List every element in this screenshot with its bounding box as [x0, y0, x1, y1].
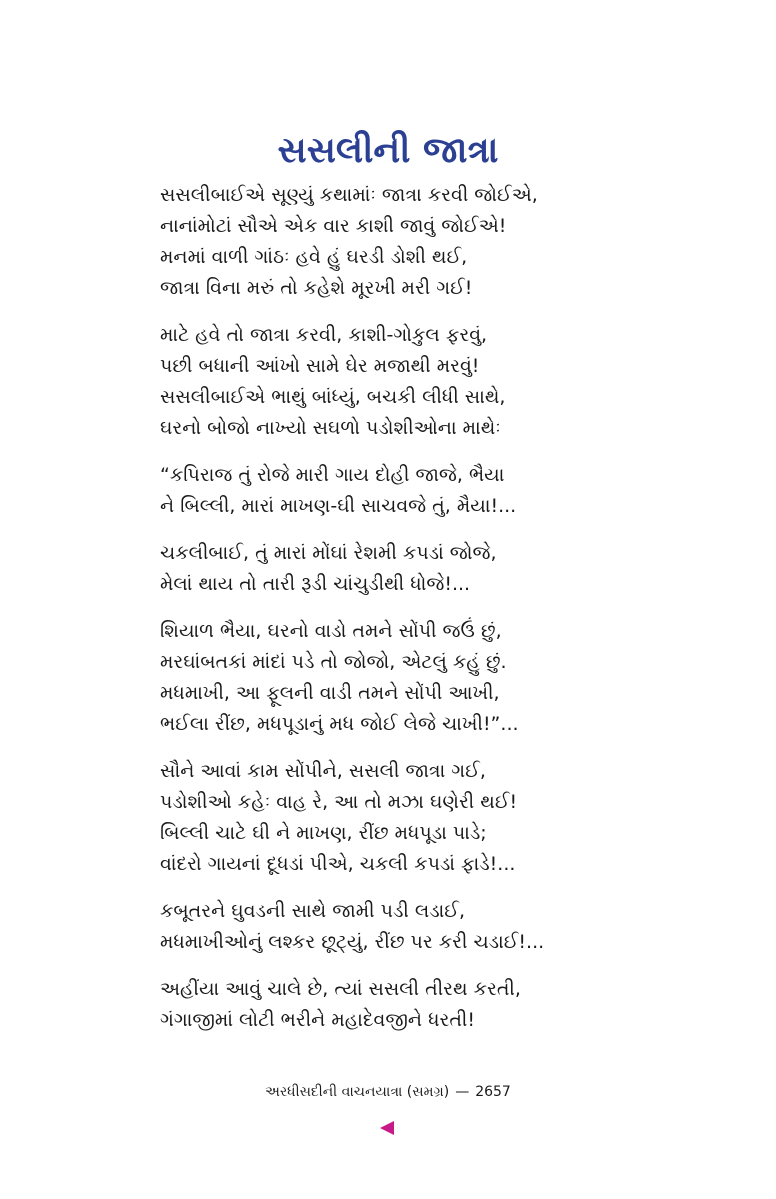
poem-line: કબૂતરને ઘુવડની સાથે જામી પડી લડાઈ,	[160, 900, 466, 922]
poem	[160, 180, 600, 1052]
poem-line: મરઘાંબતકાં માંદાં પડે તો જોજો, એટલું કહું છું.	[160, 651, 507, 673]
stanza	[160, 320, 600, 444]
poem-line: પડોશીઓ કહેઃ વાહ રે, આ તો મઝા ઘણેરી થઈ!	[160, 791, 518, 813]
poem-line: જાત્રા વિના મરું તો કહેશે મૂરખી મરી ગઈ!	[160, 277, 473, 299]
stanza	[160, 756, 600, 880]
poem-line: અહીંયા આવું ચાલે છે, ત્યાં સસલી તીરથ કરતી,	[160, 978, 521, 1000]
stanza	[160, 616, 600, 740]
stanza	[160, 180, 600, 304]
stanza	[160, 974, 600, 1036]
poem-line: ગંગાજીમાં લોટી ભરીને મહાદેવજીને ધરતી!	[160, 1009, 475, 1031]
poem-line: ચકલીબાઈ, તું મારાં મોંઘાં રેશમી કપડાં જોજે,	[160, 542, 497, 564]
poem-line: નાનાંમોટાં સૌએ એક વાર કાશી જાવું જોઈએ!	[160, 215, 507, 237]
stanza	[160, 538, 600, 600]
page-title: સસલીની જાત્રા	[277, 130, 499, 172]
previous-page-arrow-icon[interactable]	[380, 1121, 394, 1135]
footer-separator: —	[455, 1084, 470, 1100]
stanza	[160, 460, 600, 522]
poem-line: વાંદરો ગાયનાં દૂધડાં પીએ, ચકલી કપડાં ફાડે!...	[160, 853, 516, 875]
poem-line: મધમાખી, આ ફૂલની વાડી તમને સોંપી આખી,	[160, 682, 500, 704]
poem-line: પછી બધાની આંખો સામે ઘેર મજાથી મરવું!	[160, 355, 480, 377]
poem-line: સસલીબાઈએ સૂણ્યું કથામાંઃ જાત્રા કરવી જોઈએ,	[160, 184, 538, 206]
poem-line: સૌને આવાં કામ સોંપીને, સસલી જાત્રા ગઈ,	[160, 760, 486, 782]
poem-line: સસલીબાઈએ ભાથું બાંધ્યું, બચકી લીધી સાથે,	[160, 386, 506, 408]
page-number: 2657	[475, 1084, 511, 1100]
poem-line: “કપિરાજ તું રોજે મારી ગાય દોહી જાજે, ભૈયા	[160, 464, 505, 486]
poem-line: ભઈલા રીંછ, મધપૂડાનું મધ જોઈ લેજે ચાખી!”...	[160, 713, 519, 735]
poem-line: બિલ્લી ચાટે ઘી ને માખણ, રીંછ મધપૂડા પાડે;	[160, 822, 487, 844]
poem-line: મધમાખીઓનું લશ્કર છૂટ્યું, રીંછ પર કરી ચડાઈ!...	[160, 931, 545, 953]
page-footer	[0, 1082, 776, 1102]
poem-line: ઘરનો બોજો નાખ્યો સઘળો પડોશીઓના માથેઃ	[160, 417, 501, 439]
stanza	[160, 896, 600, 958]
poem-line: શિયાળ ભૈયા, ઘરનો વાડો તમને સોંપી જઉં છું,	[160, 620, 502, 642]
poem-line: માટે હવે તો જાત્રા કરવી, કાશી-ગોકુલ ફરવું,	[160, 324, 488, 346]
poem-line: મનમાં વાળી ગાંઠઃ હવે હું ઘરડી ડોશી થઈ,	[160, 246, 468, 268]
poem-line: મેલાં થાય તો તારી રૂડી ચાંચુડીથી ધોજે!...	[160, 573, 471, 595]
poem-line: ને બિલ્લી, મારાં માખણ-ઘી સાચવજે તું, મૈયા!...	[160, 495, 517, 517]
footer-book-title: અરધીસદીની વાચનયાત્રા (સમગ્ર)	[265, 1084, 450, 1100]
